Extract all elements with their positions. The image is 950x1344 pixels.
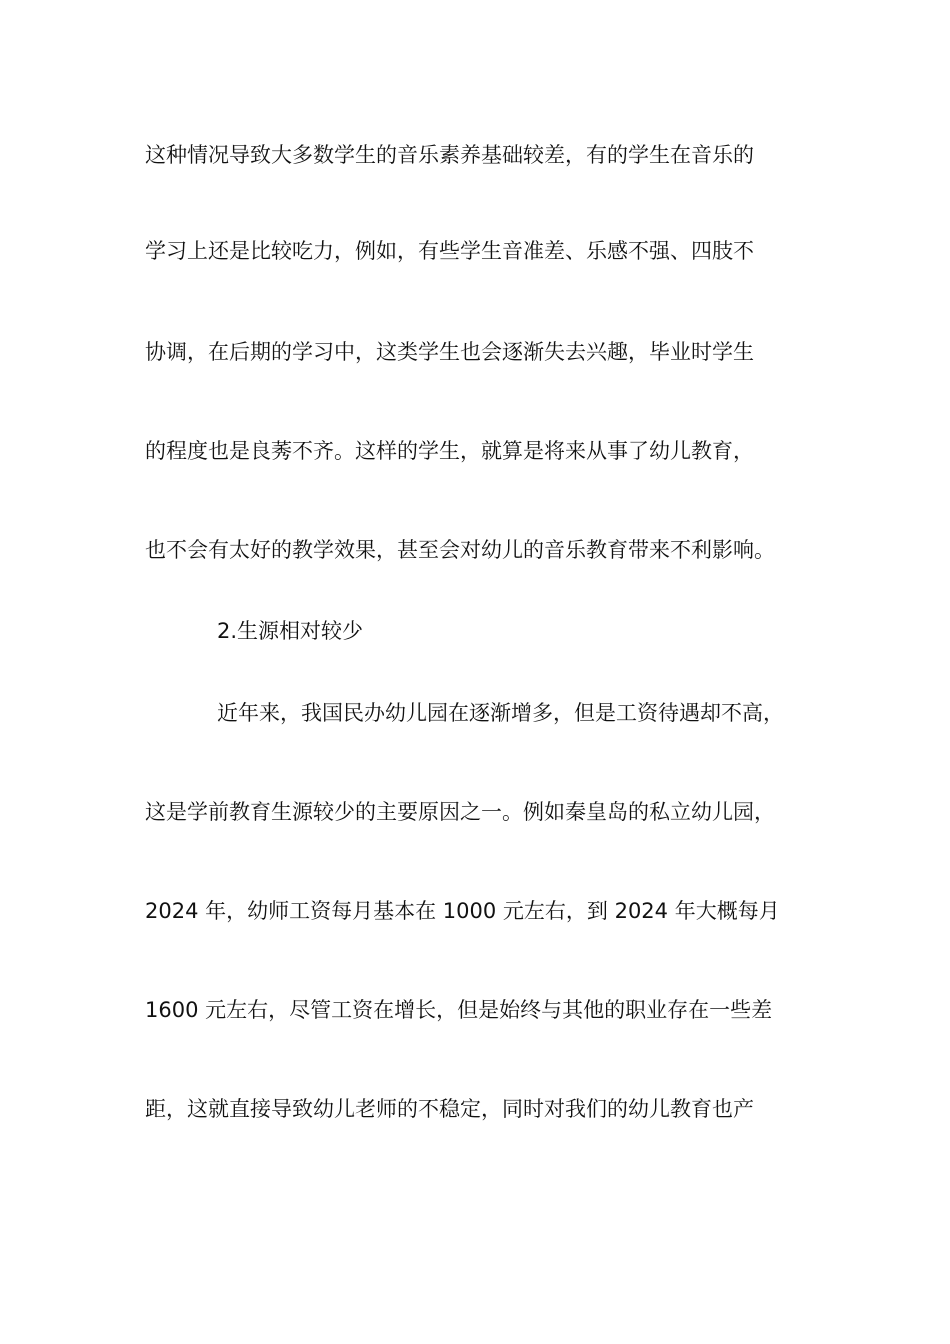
- paragraph-line: 2024 年，幼师工资每月基本在 1000 元左右，到 2024 年大概每月: [145, 899, 780, 923]
- text-line: 学习上还是比较吃力，例如，有些学生音准差、乐感不强、四肢不: [145, 239, 754, 263]
- text-line: 也不会有太好的教学效果，甚至会对幼儿的音乐教育带来不利影响。: [145, 538, 775, 562]
- paragraph-line: 1600 元左右，尽管工资在增长，但是始终与其他的职业存在一些差: [145, 998, 773, 1022]
- section-heading: 2.生源相对较少: [217, 619, 364, 643]
- paragraph-line: 这是学前教育生源较少的主要原因之一。例如秦皇岛的私立幼儿园，: [145, 800, 775, 824]
- paragraph-line: 近年来，我国民办幼儿园在逐渐增多，但是工资待遇却不高，: [217, 701, 784, 725]
- paragraph-line: 距，这就直接导致幼儿老师的不稳定，同时对我们的幼儿教育也产: [145, 1097, 754, 1121]
- text-line: 这种情况导致大多数学生的音乐素养基础较差，有的学生在音乐的: [145, 143, 754, 167]
- text-line: 协调，在后期的学习中，这类学生也会逐渐失去兴趣，毕业时学生: [145, 340, 754, 364]
- text-line: 的程度也是良莠不齐。这样的学生，就算是将来从事了幼儿教育，: [145, 439, 754, 463]
